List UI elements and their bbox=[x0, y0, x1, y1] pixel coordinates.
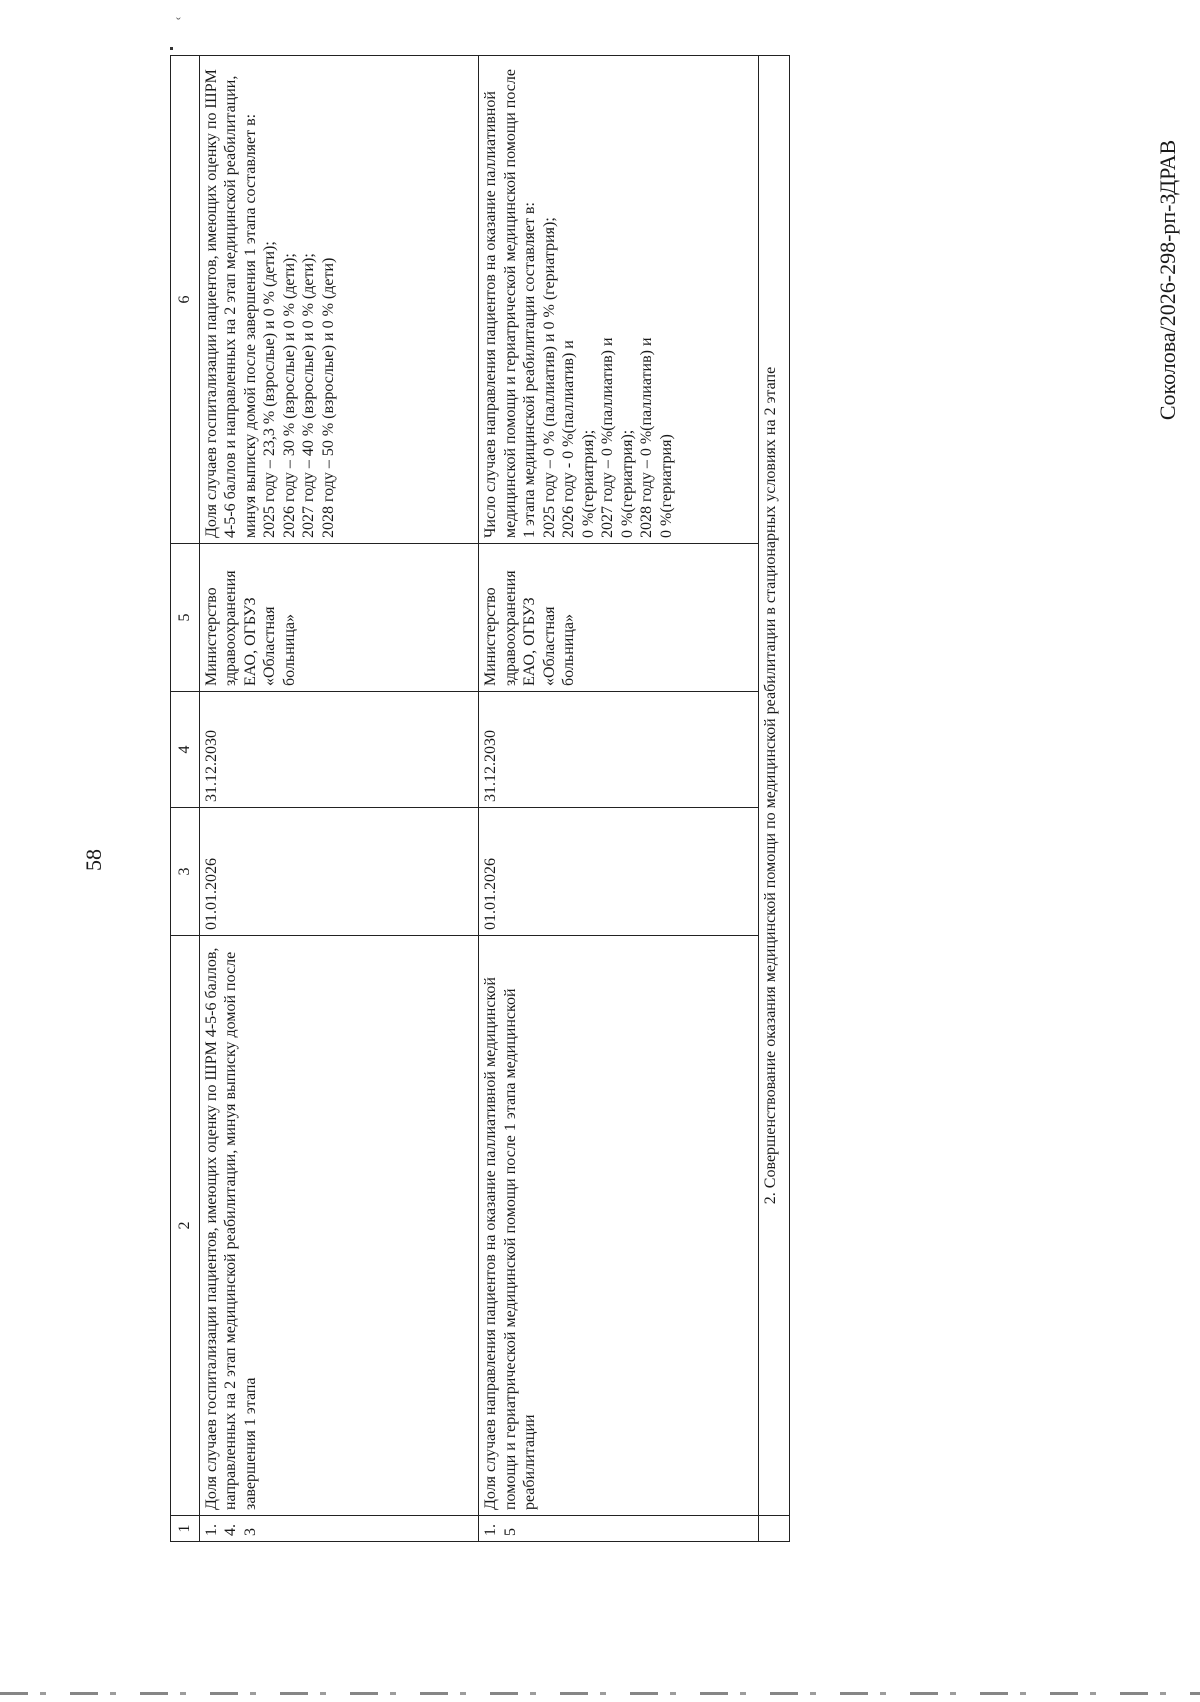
row-number: 1.4.3 bbox=[199, 1516, 479, 1542]
header-col-5: 5 bbox=[171, 544, 200, 692]
header-col-6: 6 bbox=[171, 56, 200, 544]
section-title: 2. Совершенствование оказания медицинской помощи по медицинской реабилитации в стационарных условиях на 2 этапе bbox=[759, 56, 790, 1516]
end-date: 31.12.2030 bbox=[199, 692, 479, 808]
document-code: Соколова/2026-298-рп-ЗДРАВ bbox=[1155, 139, 1180, 421]
measure-name: Доля случаев госпитализации пациентов, имеющих оценку по ШРМ 4-5-6 баллов, направленных на 2 этап медицинской реабилитации, минуя выписку домой после завершения 1 этапа bbox=[199, 936, 479, 1516]
scan-dot bbox=[170, 47, 173, 50]
scan-mark: ˇ bbox=[176, 16, 181, 31]
header-row bbox=[171, 56, 200, 1542]
header-col-3: 3 bbox=[171, 808, 200, 936]
end-date: 31.12.2030 bbox=[479, 692, 759, 808]
header-col-4: 4 bbox=[171, 692, 200, 808]
header-col-1: 1 bbox=[171, 1516, 200, 1542]
scan-edge-noise bbox=[0, 1692, 1200, 1695]
table-row bbox=[199, 56, 479, 1542]
responsible: Министерство здравоохранения ЕАО, ОГБУЗ «Областная больница» bbox=[199, 544, 479, 692]
start-date: 01.01.2026 bbox=[479, 808, 759, 936]
table-row bbox=[479, 56, 759, 1542]
header-col-2: 2 bbox=[171, 936, 200, 1516]
measures-table bbox=[170, 55, 790, 1542]
rotated-table-container bbox=[170, 56, 790, 1542]
row-number: 1.5 bbox=[479, 1516, 759, 1542]
page-number: 58 bbox=[81, 849, 106, 871]
indicator: Доля случаев госпитализации пациентов, имеющих оценку по ШРМ 4-5-6 баллов и направленных на 2 этап медицинской реабилитации, минуя выписку домой после завершения 1 этапа составляет в: 2025 году – 23,3 % (взрослые) и 0 % (дети); 2026 году – 30 % (взрослые) и 0 % (дети); 2027 году – 40 % (взрослые) и 0 % (дети); 2028 году – 50 % (взрослые) и 0 % (дети) bbox=[199, 56, 479, 544]
responsible: Министерство здравоохранения ЕАО, ОГБУЗ «Областная больница» bbox=[479, 544, 759, 692]
section-spacer bbox=[759, 1516, 790, 1542]
indicator: Число случаев направления пациентов на оказание паллиативной медицинской помощи и гериатрической медицинской помощи после 1 этапа медицинской реабилитации составляет в: 2025 году – 0 % (паллиатив) и 0 % (гериатрия); 2026 году - 0 %(паллиатив) и 0 %(гериатрия); 2027 году – 0 %(паллиатив) и 0 %(гериатрия); 2028 году – 0 %(паллиатив) и 0 %(гериатрия) bbox=[479, 56, 759, 544]
measure-name: Доля случаев направления пациентов на оказание паллиативной медицинской помощи и гериатрической медицинской помощи после 1 этапа медицинской реабилитации bbox=[479, 936, 759, 1516]
start-date: 01.01.2026 bbox=[199, 808, 479, 936]
section-row bbox=[759, 56, 790, 1542]
